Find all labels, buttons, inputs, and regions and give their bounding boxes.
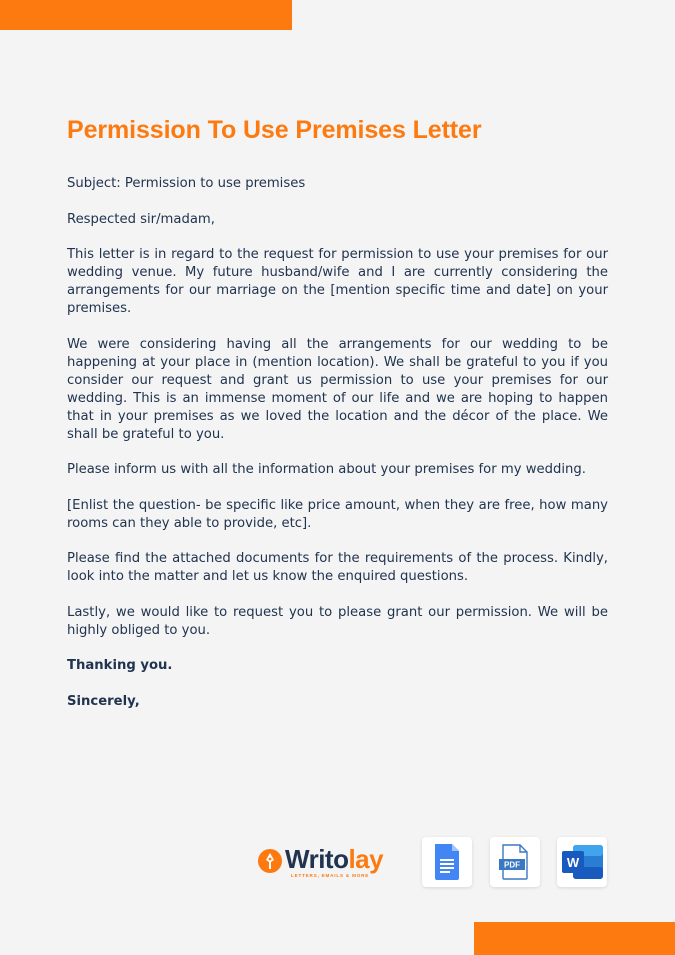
pen-nib-icon [258,849,282,873]
letter-closing: Thanking you. [67,658,173,673]
google-docs-download-button[interactable] [422,837,472,887]
letter-paragraph-1: This letter is in regard to the request for permission to use your premises for our wedding venue. My future husband/wife and I are currently considering the arrangements for our marriage on the [mention specific time and date] on your premises. [67,247,608,316]
google-docs-icon [422,837,472,887]
letter-body [67,175,608,728]
letter-paragraph-2: We were considering having all the arrangements for our wedding to be happening at your place in (mention location). We shall be grateful to you if you consider our request and grant us permission to use your premises for our wedding. This is an immense moment of our life and we are hoping to happen that in your premises as we loved the location and the décor of the place. We shall be grateful to you. [67,336,608,442]
word-icon [557,837,607,887]
letter-paragraph-3: Please inform us with all the information about your premises for my wedding. [67,462,586,477]
logo-wordmark: Writolay [285,844,384,874]
bottom-accent-bar [474,922,675,955]
letter-paragraph-4: [Enlist the question- be specific like price amount, when they are free, how many rooms can they able to provide, etc]. [67,497,608,531]
letter-signoff: Sincerely, [67,693,140,709]
letter-paragraph-5: Please find the attached documents for the requirements of the process. Kindly, look into the matter and let us know the enquired questions. [67,551,608,584]
page-title: Permission To Use Premises Letter [67,116,482,144]
logo-tagline: LETTERS, EMAILS & MORE [291,873,370,878]
pdf-download-button[interactable] [490,837,540,887]
word-download-button[interactable] [557,837,607,887]
top-accent-bar [0,0,292,30]
letter-subject: Subject: Permission to use premises [67,176,306,191]
letter-salutation: Respected sir/madam, [67,211,215,227]
svg-text:PDF: PDF [504,860,520,870]
pdf-icon [490,837,540,887]
svg-text:W: W [566,855,580,870]
letter-paragraph-6: Lastly, we would like to request you to please grant our permission. We will be highly obliged to you. [67,604,608,638]
writolay-logo[interactable] [258,846,398,882]
